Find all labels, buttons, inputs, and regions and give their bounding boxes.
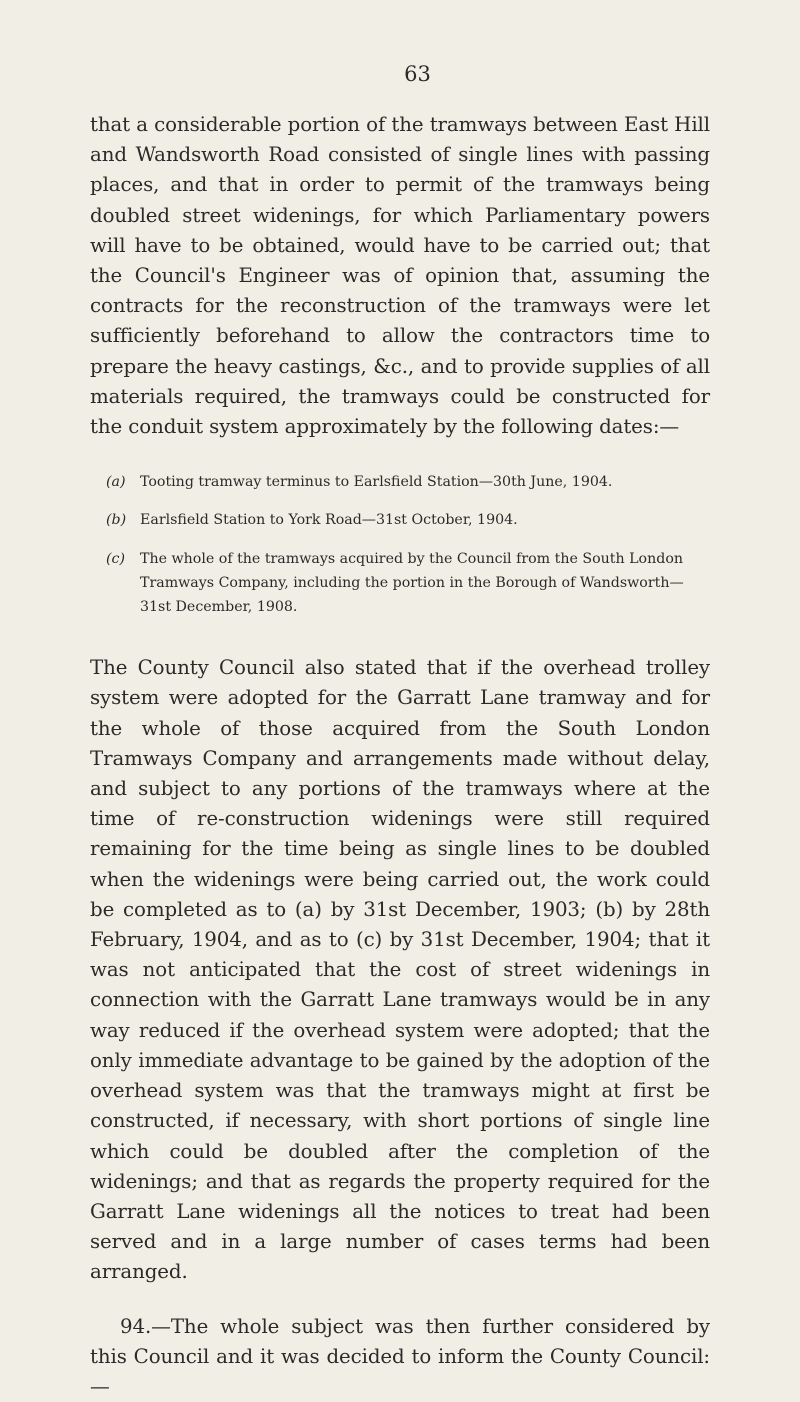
list-item-text: Earlsfield Station to York Road—31st October, 1904. — [140, 512, 518, 529]
paragraph-2: The County Council also stated that if the overhead trolley system were adopted for the Garratt Lane tramway and for the whole of those acquired from the South London Tramways Company and arrangements made without delay, and subject to any portions of the tramways where at the time of re-construction widenings were still required remaining for the time being as single lines to be doubled when the widenings were being carried out, the work could be completed as to (a) by 31st December, 1903; (b) by 28th February, 1904, and as to (c) by 31st December, 1904; that it was not anticipated that the cost of street widenings in connection with the Garratt Lane tramways would be in any way reduced if the overhead system were adopted; that the only immediate advantage to be gained by the adoption of the overhead system was that the tramways might at first be constructed, if necessary, with short portions of single line which could be doubled after the completion of the widenings; and that as regards the property required for the Garratt Lane widenings all the notices to treat had been served and in a large number of cases terms had been arranged. — [90, 656, 710, 1284]
list-item-marker: (b) — [106, 512, 127, 529]
dates-list — [90, 470, 710, 619]
list-item — [90, 508, 710, 532]
list-item-text: The whole of the tramways acquired by the Council from the South London Tramways Company, including the portion in the Borough of Wandsworth—31st December, 1908. — [140, 550, 684, 616]
list-item — [90, 470, 710, 494]
list-item-marker: (c) — [106, 550, 126, 567]
page-number: 63 — [404, 62, 431, 86]
paragraph-3: 94.—The whole subject was then further considered by this Council and it was decided to inform the County Council:— — [90, 1314, 710, 1398]
list-item-marker: (a) — [106, 474, 126, 491]
list-item — [90, 547, 710, 620]
list-item-text: Tooting tramway terminus to Earlsfield Station—30th June, 1904. — [140, 474, 613, 491]
paragraph-1: that a considerable portion of the tramways between East Hill and Wandsworth Road consisted of single lines with passing places, and that in order to permit of the tramways being doubled street widenings, for which Parliamentary powers will have to be obtained, would have to be carried out; that the Council's Engineer was of opinion that, assuming the contracts for the reconstruction of the tramways were let sufficiently beforehand to allow the contractors time to prepare the heavy castings, &c., and to provide supplies of all materials required, the tramways could be constructed for the conduit system approximately by the following dates:— — [90, 113, 710, 439]
